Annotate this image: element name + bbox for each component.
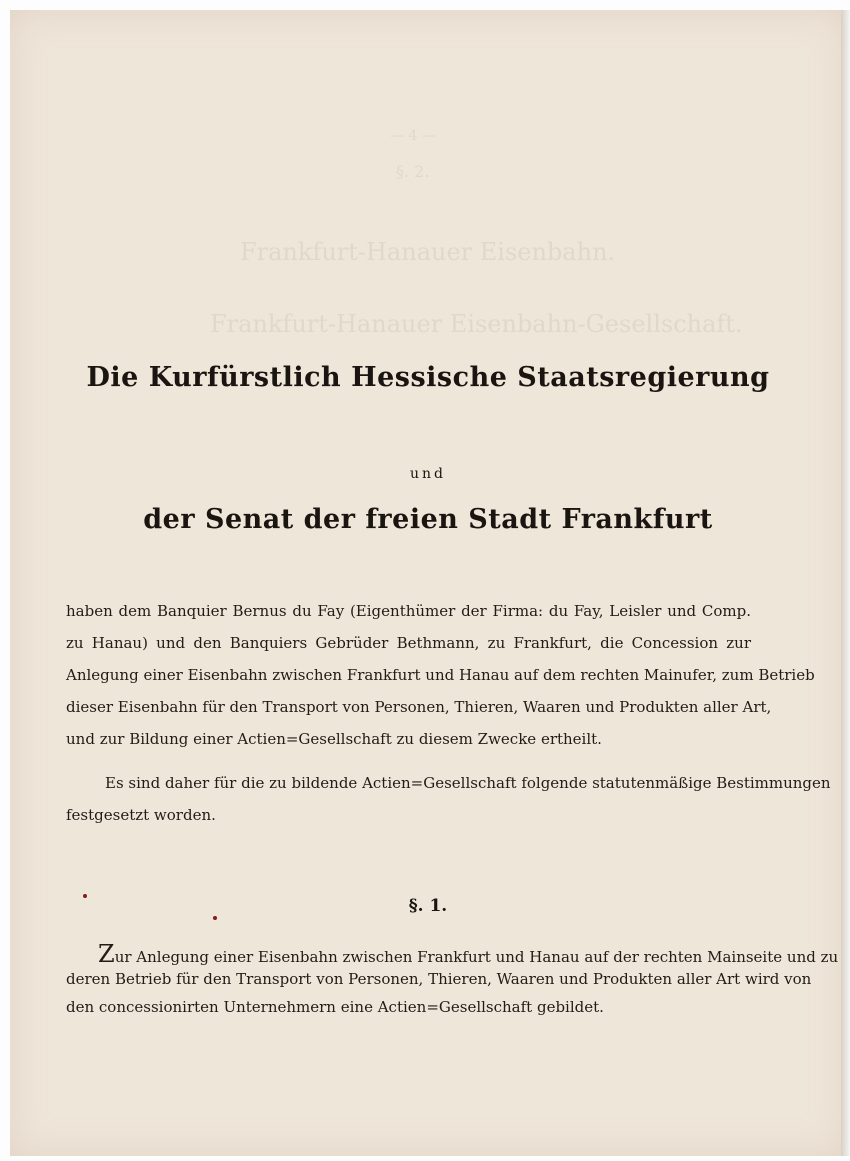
section-1-text: ur Anlegung einer Eisenbahn zwischen Frankfurt und Hanau auf der rechten Mainseite und zu <box>114 948 839 966</box>
heading-kurfuerstlich: Die Kurfürstlich Hessische Staatsregierung <box>86 362 770 393</box>
section-1-line: den concessionirten Unternehmern eine Actien=Gesellschaft gebildet. <box>66 998 604 1016</box>
section-title: §. 1. <box>408 896 448 916</box>
section-1-line <box>98 940 839 968</box>
paragraph-2-line: festgesetzt worden. <box>66 806 216 824</box>
paragraph-1-line: und zur Bildung einer Actien=Gesellschaft zu diesem Zwecke ertheilt. <box>66 730 602 748</box>
page-edge <box>841 10 850 1156</box>
bleed-through-text: §. 2. <box>396 162 430 181</box>
section-1-line: deren Betrieb für den Transport von Personen, Thieren, Waaren und Produkten aller Art wird von <box>66 970 812 988</box>
paragraph-1-line: zu Hanau) und den Banquiers Gebrüder Bethmann, zu Frankfurt, die Concession zur <box>66 634 751 652</box>
paragraph-1-line: Anlegung einer Eisenbahn zwischen Frankfurt und Hanau auf dem rechten Mainufer, zum Betrieb <box>66 666 815 684</box>
heading-und: und <box>410 466 446 482</box>
heading-senat: der Senat der freien Stadt Frankfurt <box>143 504 713 535</box>
bleed-through-text: Frankfurt-Hanauer Eisenbahn-Gesellschaft. <box>210 310 743 338</box>
paragraph-1-line: haben dem Banquier Bernus du Fay (Eigenthümer der Firma: du Fay, Leisler und Comp. <box>66 602 751 620</box>
ink-speck <box>83 894 87 898</box>
paragraph-1-line: dieser Eisenbahn für den Transport von Personen, Thieren, Waaren und Produkten aller Art, <box>66 698 772 716</box>
bleed-through-text: — 4 — <box>390 128 436 144</box>
ink-speck <box>213 916 217 920</box>
bleed-through-text: Frankfurt-Hanauer Eisenbahn. <box>240 238 616 266</box>
paragraph-2-line: Es sind daher für die zu bildende Actien=Gesellschaft folgende statutenmäßige Bestimmungen <box>105 774 831 792</box>
document-page <box>10 10 846 1156</box>
dropcap: Z <box>98 940 115 968</box>
